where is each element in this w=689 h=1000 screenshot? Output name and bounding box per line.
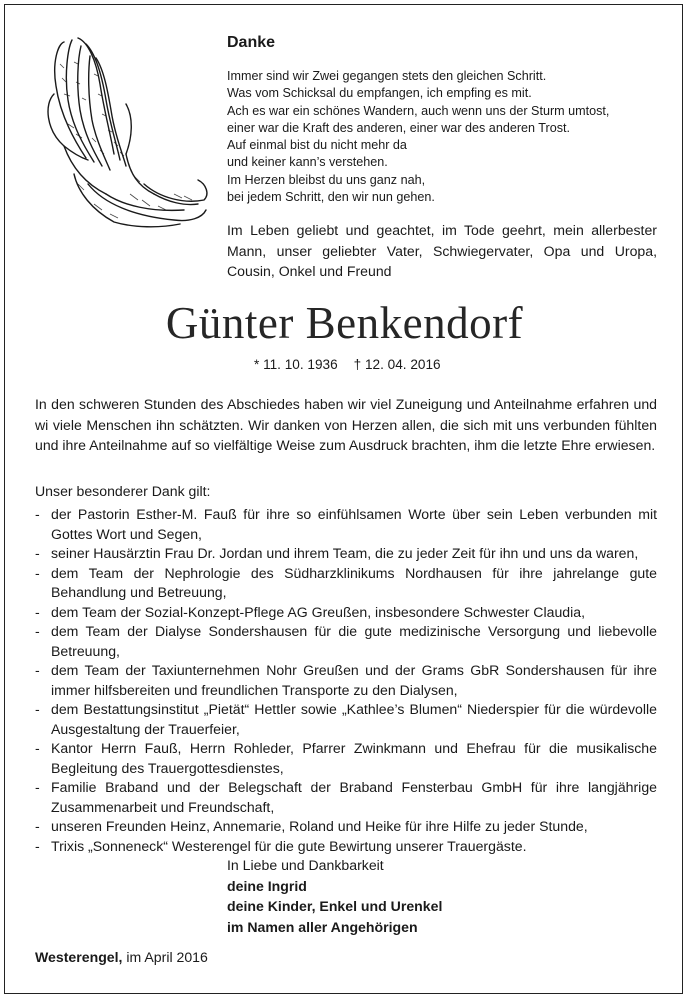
birth-date: * 11. 10. 1936 bbox=[254, 357, 338, 372]
heading: Danke bbox=[227, 34, 276, 51]
signature-spouse: deine Ingrid bbox=[227, 877, 307, 894]
place: Westerengel, bbox=[35, 949, 123, 965]
place-date bbox=[35, 949, 208, 965]
list-item-text: dem Bestattungsinstitut „Pietät“ Hettler sowie „Kathlee’s Blumen“ Niederspier für die würdevolle Ausgestaltung der Trauerfeier, bbox=[51, 701, 657, 737]
death-date: † 12. 04. 2016 bbox=[353, 357, 441, 372]
poem-line: Im Herzen bleibst du uns ganz nah, bbox=[227, 172, 426, 187]
poem-line: Immer sind wir Zwei gegangen stets den gleichen Schritt. bbox=[227, 69, 547, 83]
date: im April 2016 bbox=[122, 949, 208, 965]
poem-line: und keiner kann’s verstehen. bbox=[227, 155, 388, 170]
closing-signature bbox=[227, 855, 442, 937]
list-marker: - bbox=[35, 564, 40, 581]
list-marker: - bbox=[35, 662, 40, 678]
poem-line: bei jedem Schritt, den wir nun gehen. bbox=[227, 190, 435, 205]
list-item bbox=[35, 778, 657, 817]
list-item-text: dem Team der Dialyse Sondershausen für die gute medizinische Versorgung und liebevolle Betreuung, bbox=[51, 623, 657, 659]
poem-line: Was vom Schicksal du empfangen, ich empfing es mit. bbox=[227, 86, 532, 101]
list-item bbox=[35, 700, 657, 739]
list-item-text: Familie Braband und der Belegschaft der Braband Fensterbau GmbH für ihre langjährige Zusammenarbeit und Freundschaft, bbox=[51, 779, 657, 815]
list-item bbox=[35, 622, 657, 661]
thanks-heading: Unser besonderer Dank gilt: bbox=[35, 483, 211, 499]
list-marker: - bbox=[35, 545, 40, 561]
list-item-text: dem Team der Sozial-Konzept-Pflege AG Greußen, insbesondere Schwester Claudia, bbox=[51, 603, 586, 620]
life-dates bbox=[254, 357, 441, 372]
list-item-text: Trixis „Sonneneck“ Westerengel für die gute Bewirtung unserer Trauergäste. bbox=[51, 837, 527, 854]
list-item bbox=[35, 505, 657, 544]
thanks-paragraph: In den schweren Stunden des Abschiedes haben wir viel Zuneigung und Anteilnahme erfahren und wi viele Menschen ihn schätzten. Wir danken von Herzen allen, die sich mit uns verbunden fühlten und ihre Anteilnahme auf so vielfältige Weise zum Ausdruck brachten, ihm die letzte Ehre erwiesen. bbox=[35, 396, 657, 454]
list-marker: - bbox=[35, 506, 40, 522]
list-item bbox=[35, 739, 657, 778]
signature-family: deine Kinder, Enkel und Urenkel bbox=[227, 898, 443, 914]
list-item bbox=[35, 837, 657, 857]
thanks-list bbox=[35, 505, 657, 856]
list-item bbox=[35, 564, 657, 603]
list-marker: - bbox=[35, 779, 40, 795]
list-item-text: der Pastorin Esther-M. Fauß für ihre so einfühlsamen Worte über sein Leben verbunden mit Gottes Wort und Segen, bbox=[51, 506, 657, 542]
list-item bbox=[35, 603, 657, 623]
list-item-text: dem Team der Nephrologie des Südharzklinikums Nordhausen für ihre jahrelange gute Behandlung und Betreuung, bbox=[51, 564, 657, 600]
list-marker: - bbox=[35, 623, 40, 639]
list-item-text: seiner Hausärztin Frau Dr. Jordan und ihrem Team, die zu jeder Zeit für ihn und uns da waren, bbox=[51, 545, 639, 561]
deceased-name: Günter Benkendorf bbox=[165, 298, 524, 348]
intro-text: Im Leben geliebt und geachtet, im Tode geehrt, mein allerbester Mann, unser geliebter Vater, Schwiegervater, Opa und Uropa, Cousin, Onkel und Freund bbox=[227, 222, 657, 280]
list-marker: - bbox=[35, 701, 40, 717]
list-marker: - bbox=[35, 740, 40, 756]
list-item-text: unseren Freunden Heinz, Annemarie, Roland und Heike für ihre Hilfe zu jeder Stunde, bbox=[51, 818, 588, 834]
list-marker: - bbox=[35, 837, 40, 854]
closing-line: In Liebe und Dankbarkeit bbox=[227, 857, 384, 873]
poem-line: Ach es war ein schönes Wandern, auch wenn uns der Sturm umtost, bbox=[227, 103, 610, 118]
praying-hands-icon bbox=[34, 34, 214, 230]
list-marker: - bbox=[35, 603, 40, 620]
list-item-text: Kantor Herrn Fauß, Herrn Rohleder, Pfarrer Zwinkmann und Ehefrau für die musikalische Begleitung des Trauergottesdienstes, bbox=[51, 740, 657, 776]
signature-relatives: im Namen aller Angehörigen bbox=[227, 918, 418, 935]
poem-line: Auf einmal bist du nicht mehr da bbox=[227, 138, 407, 153]
poem bbox=[227, 68, 609, 206]
list-item bbox=[35, 544, 657, 564]
list-marker: - bbox=[35, 818, 40, 834]
poem-line: einer war die Kraft des anderen, einer war des anderen Trost. bbox=[227, 120, 571, 135]
list-item-text: dem Team der Taxiunternehmen Nohr Greußen und der Grams GbR Sondershausen für ihre immer hilfsbereiten und freundlichen Transporte zu den Dialysen, bbox=[51, 662, 657, 698]
list-item bbox=[35, 817, 657, 837]
list-item bbox=[35, 661, 657, 700]
